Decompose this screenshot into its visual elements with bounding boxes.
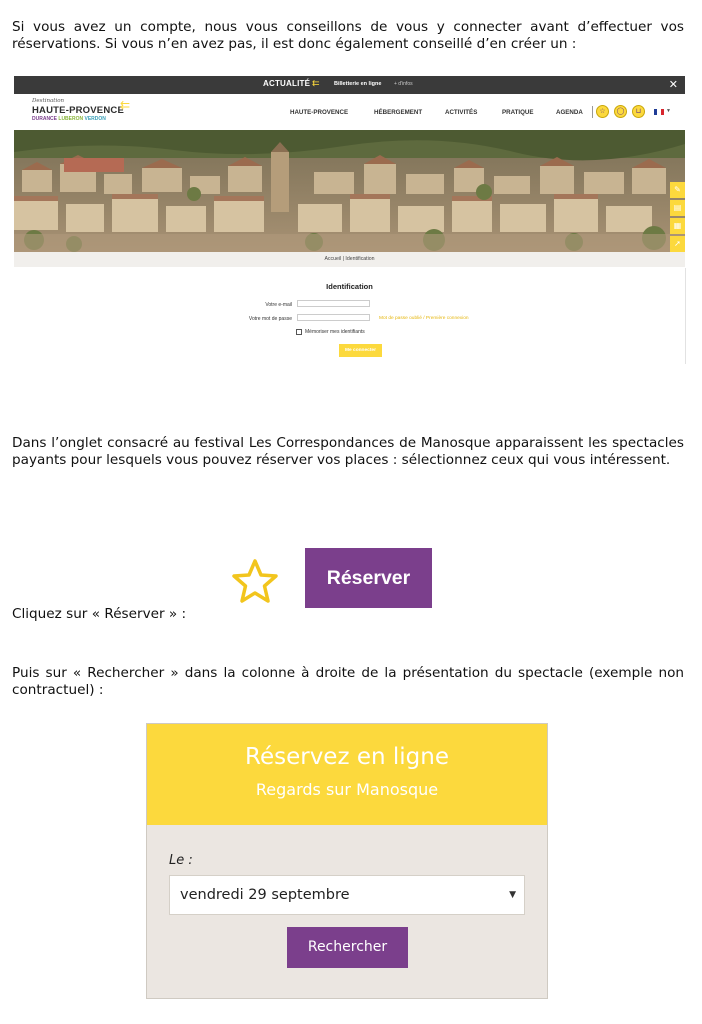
arrows-icon: ⇇	[312, 78, 320, 88]
click-reserve-instruction: Cliquez sur « Réserver » :	[12, 606, 187, 622]
password-field[interactable]	[297, 314, 370, 321]
date-label: Le :	[169, 853, 193, 868]
logo-spark-icon: ⇇	[120, 98, 131, 112]
village-banner-image	[14, 130, 685, 252]
intro-paragraph: Si vous avez un compte, nous vous conseillons de vous y connecter avant d’effectuer vos réservations. Si vous n’en avez pas, il est donc également conseillé d’en créer un :	[12, 19, 684, 52]
nav-item-activites[interactable]: ACTIVITÉS	[445, 109, 478, 116]
nav-item-pratique[interactable]: PRATIQUE	[502, 109, 534, 116]
nav-item-haute-provence[interactable]: HAUTE-PROVENCE	[290, 109, 349, 116]
logo-name[interactable]: HAUTE-PROVENCE	[32, 105, 125, 116]
date-select-value: vendredi 29 septembre	[180, 887, 350, 903]
logo-subtitle	[32, 116, 106, 122]
star-icon[interactable]	[230, 557, 280, 607]
date-select[interactable]	[169, 875, 525, 915]
reserve-button[interactable]: Réserver	[305, 548, 432, 608]
remember-checkbox[interactable]	[296, 329, 302, 335]
forgot-password-link[interactable]: Mot de passe oublié / Première connexion	[379, 316, 469, 321]
booking-widget-title: Réservez en ligne	[245, 744, 449, 770]
ticketing-link[interactable]: Billetterie en ligne	[334, 81, 382, 87]
remember-label: Mémoriser mes identifiants	[305, 329, 365, 335]
search-instruction: Puis sur « Rechercher » dans la colonne à droite de la présentation du spectacle (exemple non contractuel) :	[12, 665, 684, 698]
site-header	[14, 94, 685, 130]
news-label: ACTUALITÉ	[263, 79, 311, 88]
website-screenshot	[14, 76, 685, 364]
nav-item-hebergement[interactable]: HÉBERGEMENT	[374, 109, 423, 116]
logo-sub-durance: DURANCE	[32, 116, 57, 122]
site-right-edge	[685, 268, 686, 364]
chevron-down-icon: ▼	[509, 890, 516, 900]
side-book-icon[interactable]: ▤	[670, 200, 685, 216]
logo-sub-verdon: VERDON	[84, 116, 106, 122]
email-label: Votre e-mail	[265, 302, 292, 308]
favorites-star-icon[interactable]: ☆	[596, 105, 609, 118]
login-form-title: Identification	[326, 282, 373, 291]
more-info-link[interactable]: + d'infos	[394, 81, 413, 87]
cart-icon[interactable]: ⊔	[632, 105, 645, 118]
close-icon[interactable]: ✕	[668, 79, 678, 91]
side-share-icon[interactable]: ➚	[670, 236, 685, 252]
chevron-down-icon[interactable]: ▼	[666, 108, 671, 114]
logo-destination: Destination	[32, 98, 65, 104]
french-flag-icon[interactable]	[654, 109, 664, 115]
email-field[interactable]	[297, 300, 370, 307]
side-pencil-icon[interactable]: ✎	[670, 182, 685, 198]
nav-divider	[592, 106, 593, 118]
side-map-icon[interactable]: ▦	[670, 218, 685, 234]
breadcrumb: Accueil | Identification	[14, 252, 685, 267]
festival-paragraph: Dans l’onglet consacré au festival Les Correspondances de Manosque apparaissent les spectacles payants pour lesquels vous pouvez réserver vos places : sélectionnez ceux qui vous intéressent.	[12, 435, 684, 468]
password-label: Votre mot de passe	[248, 316, 292, 322]
top-announcement-bar	[14, 76, 685, 94]
booking-widget-header	[147, 724, 547, 825]
login-button[interactable]: Me connecter	[339, 344, 382, 357]
booking-widget	[146, 723, 548, 999]
nav-item-agenda[interactable]: AGENDA	[556, 109, 583, 116]
account-user-icon[interactable]: ◯	[614, 105, 627, 118]
search-button[interactable]: Rechercher	[287, 927, 408, 968]
logo-sub-luberon: LUBERON	[58, 116, 84, 122]
booking-widget-subtitle: Regards sur Manosque	[255, 780, 439, 799]
